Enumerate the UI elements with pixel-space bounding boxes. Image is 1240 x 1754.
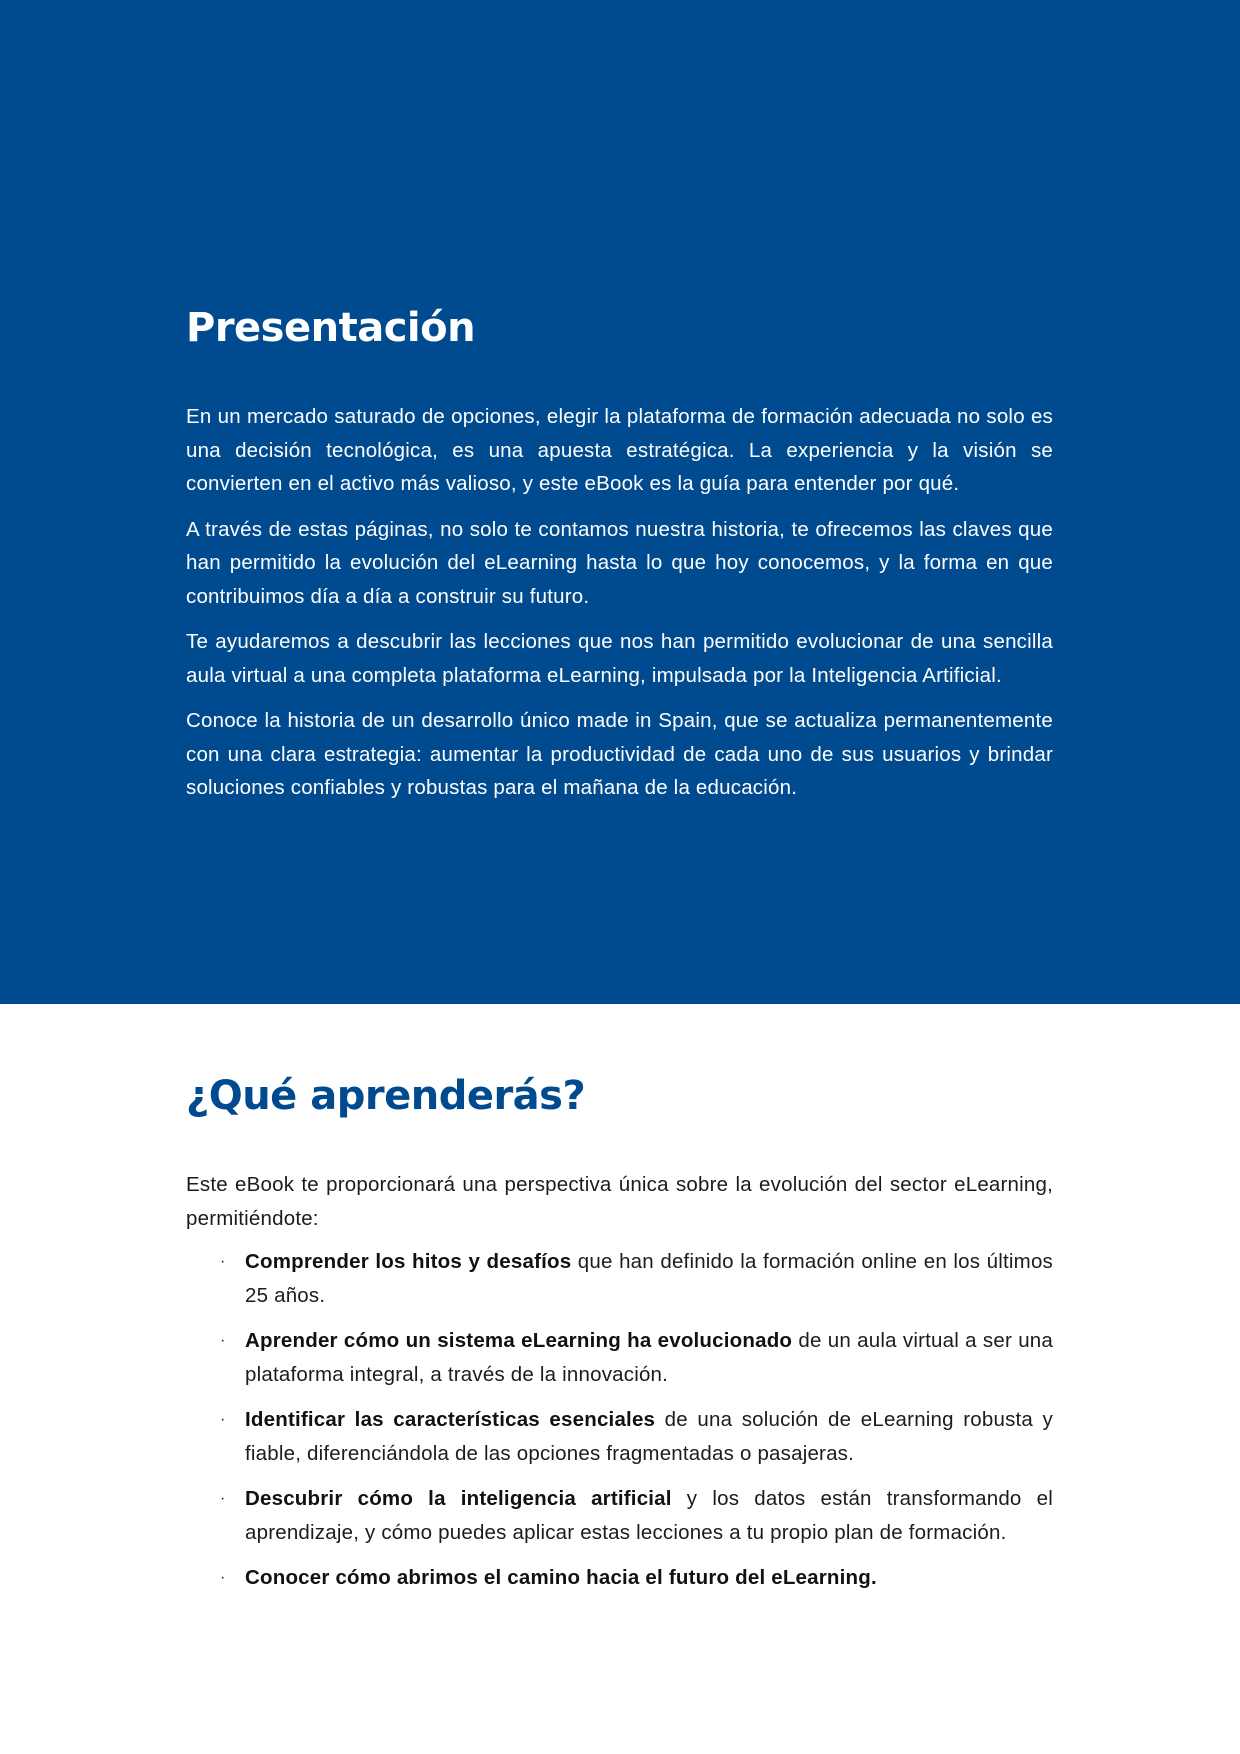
list-item-highlight: Aprender cómo un sistema eLearning ha evolucionado: [245, 1329, 793, 1352]
bullet-icon: ·: [220, 1490, 226, 1507]
list-item: [186, 1561, 1053, 1595]
list-item-highlight: Conocer cómo abrimos el camino hacia el futuro del eLearning.: [245, 1566, 877, 1589]
bullet-icon: ·: [220, 1411, 226, 1428]
list-item: [186, 1245, 1053, 1312]
bullet-icon: ·: [220, 1569, 226, 1586]
presentation-paragraph: En un mercado saturado de opciones, elegir la plataforma de formación adecuada no solo es una decisión tecnológica, es una apuesta estratégica. La experiencia y la visión se convierten en el activo más valioso, y este eBook es la guía para entender por qué.: [186, 405, 1053, 495]
list-item-text: que han definido la formación online en los últimos 25 años.: [245, 1250, 1053, 1307]
list-item: [186, 1482, 1053, 1549]
presentation-paragraph: Conoce la historia de un desarrollo único made in Spain, que se actualiza permanentemente con una clara estrategia: aumentar la productividad de cada uno de sus usuarios y brindar soluciones confiables y robustas para el mañana de la educación.: [186, 709, 1053, 799]
list-item-text: de un aula virtual a ser una plataforma integral, a través de la innovación.: [245, 1329, 1053, 1386]
presentation-section: [186, 300, 1053, 817]
list-item-text: y los datos están transformando el aprendizaje, y cómo puedes aplicar estas lecciones a tu propio plan de formación.: [245, 1487, 1053, 1544]
list-item: [186, 1403, 1053, 1470]
list-item-highlight: Identificar las características esenciales: [245, 1408, 656, 1431]
bullet-icon: ·: [220, 1332, 226, 1349]
list-item: [186, 1324, 1053, 1391]
learning-objectives-list: [186, 1245, 1053, 1595]
bullet-icon: ·: [220, 1253, 226, 1270]
list-item-highlight: Comprender los hitos y desafíos: [245, 1250, 572, 1273]
presentation-paragraph: A través de estas páginas, no solo te contamos nuestra historia, te ofrecemos las claves que han permitido la evolución del eLearning hasta lo que hoy conocemos, y la forma en que contribuimos día a día a construir su futuro.: [186, 517, 1053, 608]
list-item-text: de una solución de eLearning robusta y fiable, diferenciándola de las opciones fragmentadas o pasajeras.: [245, 1408, 1054, 1465]
list-item-highlight: Descubrir cómo la inteligencia artificial: [245, 1487, 672, 1510]
learning-intro: Este eBook te proporcionará una perspectiva única sobre la evolución del sector eLearning, permitiéndote:: [186, 1173, 1053, 1230]
presentation-title: Presentación: [186, 305, 476, 351]
presentation-paragraph: Te ayudaremos a descubrir las lecciones que nos han permitido evolucionar de una sencilla aula virtual a una completa plataforma eLearning, impulsada por la Inteligencia Artificial.: [186, 630, 1053, 687]
learning-section: [186, 1068, 1053, 1607]
learning-title: ¿Qué aprenderás?: [186, 1073, 586, 1119]
presentation-body: [186, 400, 1053, 805]
